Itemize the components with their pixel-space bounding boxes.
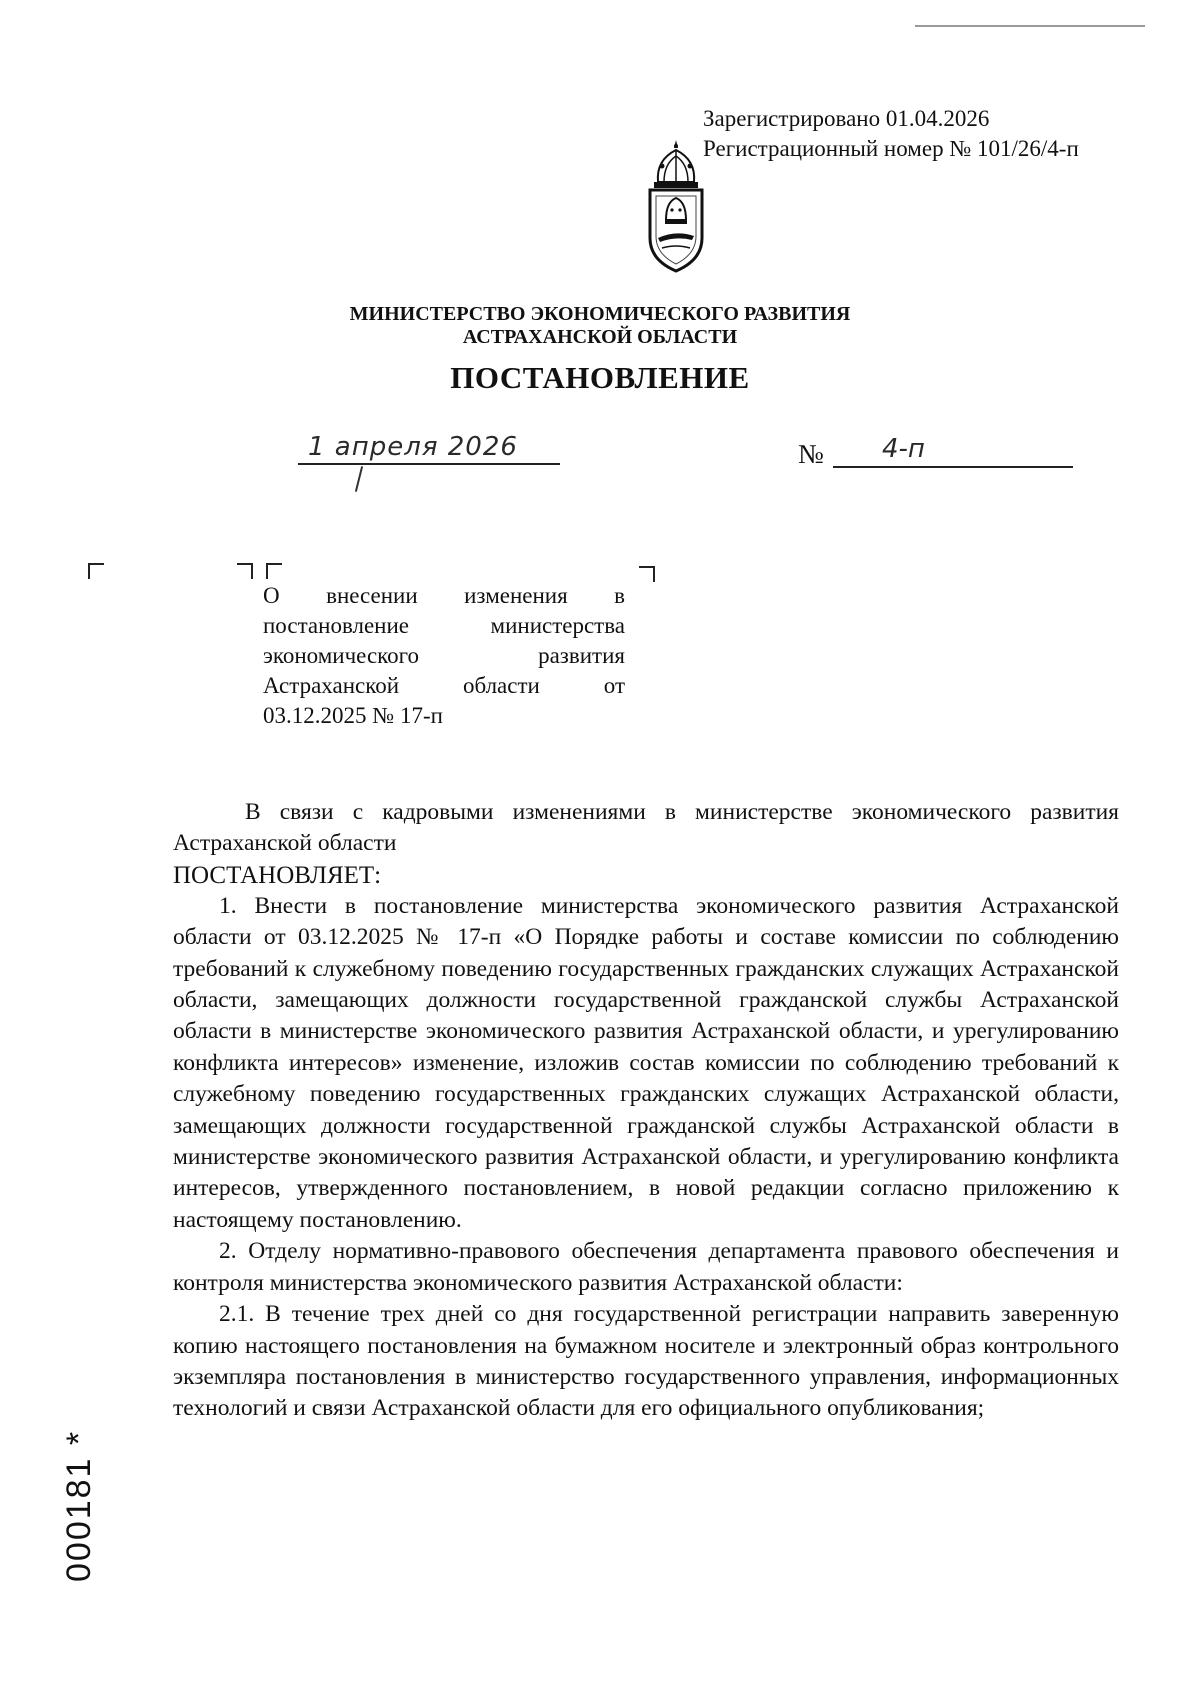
- registration-number: Регистрационный номер № 101/26/4-п: [703, 136, 1079, 161]
- ministry-name-line2: АСТРАХАНСКОЙ ОБЛАСТИ: [462, 326, 738, 348]
- registration-block: [703, 104, 1079, 164]
- document-body: [173, 797, 1119, 1425]
- preamble-paragraph: В связи с кадровыми изменениями в министерстве экономического развития Астраханской области: [173, 799, 1119, 857]
- number-label: №: [798, 439, 824, 469]
- ministry-name-line1: МИНИСТЕРСТВО ЭКОНОМИЧЕСКОГО РАЗВИТИЯ: [349, 303, 851, 325]
- corner-mark: [639, 566, 655, 582]
- corner-mark: [266, 563, 282, 579]
- scan-edge-line: [915, 25, 1145, 27]
- item-2-paragraph: 2. Отделу нормативно-правового обеспечения департамента правового обеспечения и контроля министерства экономического развития Астраханской области:: [173, 1238, 1119, 1296]
- subject-line: экономического развития: [263, 643, 625, 668]
- resolve-heading: ПОСТАНОВЛЯЕТ:: [173, 861, 382, 889]
- date-underline: [298, 463, 560, 465]
- item-2-1-paragraph: 2.1. В течение трех дней со дня государственной регистрации направить заверенную копию настоящего постановления на бумажном носителе и электронный образ контрольного экземпляра постановления в министерство государственного управления, информационных технологий и связи Астраханской области для его официального опубликования;: [173, 1301, 1119, 1422]
- number-underline: [833, 466, 1073, 468]
- document-title: ПОСТАНОВЛЕНИЕ: [450, 360, 750, 395]
- subject-line: постановление министерства: [263, 613, 625, 638]
- handwritten-date: 1 апреля 2026: [308, 432, 518, 462]
- handwritten-number: 4-п: [882, 434, 925, 464]
- item-1-paragraph: 1. Внести в постановление министерства экономического развития Астраханской области от 03.12.2025 № 17-п «О Порядке работы и составе комиссии по соблюдению требований к служебному поведению государственных гражданских служащих Астраханской области, замещающих должности государственной гражданской службы Астраханской области в министерстве экономического развития Астраханской области, и урегулированию конфликта интересов» изменение, изложив состав комиссии по соблюдению требований к служебному поведению государственных гражданских служащих Астраханской области, замещающих должности государственной гражданской службы Астраханской области в министерстве экономического развития Астраханской области, и урегулированию конфликта интересов, утвержденного постановлением, в новой редакции согласно приложению к настоящему постановлению.: [173, 892, 1119, 1233]
- date-pen-stroke: [355, 466, 363, 492]
- astrakhan-coat-of-arms-icon: [636, 138, 716, 275]
- serial-number-stamp: 000181 *: [60, 1429, 98, 1582]
- subject-line: О внесении изменения в: [263, 583, 625, 608]
- registration-date: Зарегистрировано 01.04.2026: [703, 106, 990, 131]
- subject-line: 03.12.2025 № 17-п: [263, 703, 443, 728]
- corner-mark: [88, 563, 104, 579]
- corner-mark: [237, 563, 253, 579]
- document-subject: [263, 581, 625, 731]
- subject-line: Астраханской области от: [263, 673, 625, 698]
